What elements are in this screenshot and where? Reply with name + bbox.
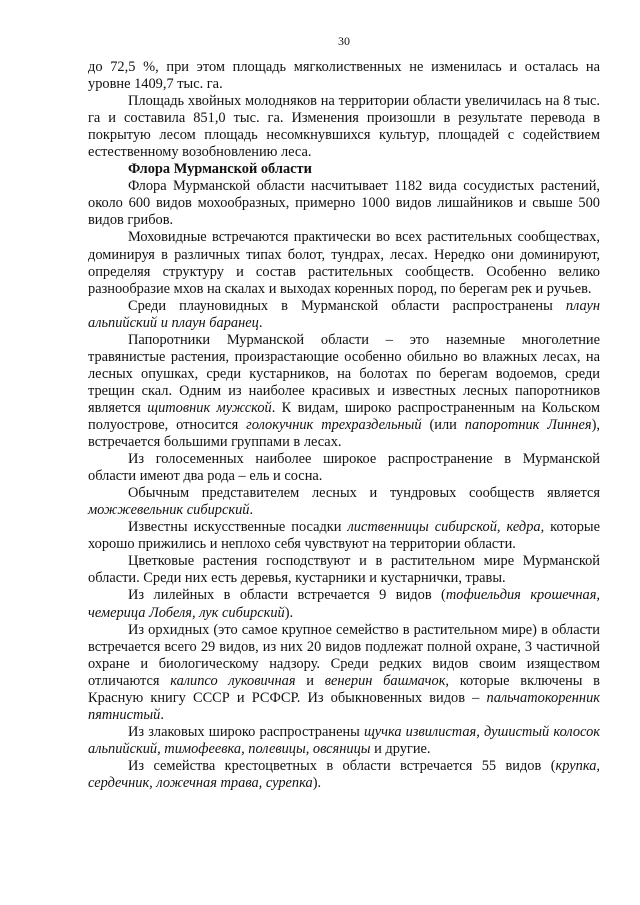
paragraph-8-text-1: Обычным представителем лесных и тундровых сообществ является [128,485,600,502]
paragraph-14-italic-1: крупка, сердечник, ложечная трава, сурепка [88,757,600,791]
paragraph-12-text-3: которые включены в Красную книгу СССР и РСФСР. Из обыкновенных видов – [88,672,600,706]
paragraph-12-text-4: . [160,706,164,723]
paragraph-5 [88,298,600,332]
paragraph-4: Моховидные встречаются практически во всех растительных сообществах, доминируя в различных типах болот, тундрах, лесах. Нередко они доминируют, определяя структуру и состав растительных сообществ. Особенно велико разнообразие мхов на скалах и выходах коренных пород, по берегам рек и ручьев. [88,229,600,297]
paragraph-11-italic-1: тофиельдия крошечная, чемерица Лобеля, лук сибирский [88,587,600,621]
paragraph-14 [88,758,600,792]
paragraph-8-italic-1: можжевельник сибирский [88,502,250,519]
paragraph-8-text-2: . [249,502,254,519]
paragraph-6-text-4: ), встречается большими группами в лесах. [88,416,600,451]
paragraph-6-italic-3: папоротник Линнея [464,416,592,433]
paragraph-6-italic-2: голокучник трехраздельный [246,416,422,433]
paragraph-6-text-2: . К видам, широко распространенным на Кольском полуострове, относится [88,399,600,433]
paragraph-13-italic-1: щучка извилистая, душистый колосок альпийский, тимофеевка, полевицы, овсяницы [88,723,601,757]
paragraph-12-italic-3: пальчатокоренник пятнистый [88,689,600,723]
paragraph-5-text-1: Среди плауновидных в Мурманской области распространены [128,297,566,314]
paragraph-11-text-1: Из лилейных в области встречается 9 видов ( [128,587,446,604]
paragraph-14-text-1: Из семейства крестоцветных в области встречается 55 видов ( [128,757,556,774]
section-heading: Флора Мурманской области [128,161,312,178]
paragraph-2: Площадь хвойных молодняков на территории области увеличилась на 8 тыс. га и составила 851,0 тыс. га. Изменения произошли в результате перевода в покрытую лесом площадь несомкнувшихся культур, площадей с содействием естественному возобновлению леса. [88,93,600,161]
paragraph-9-text-1: Известны искусственные посадки [128,519,348,536]
paragraph-11-text-2: ). [284,604,294,621]
paragraph-13 [88,724,600,758]
page-number: 30 [338,34,350,48]
paragraph-11 [88,587,600,621]
paragraph-12-text-1: Из орхидных (это самое крупное семейство в растительном мире) в области встречается всего 29 видов, из них 20 видов подлежат полной охране, 3 частичной охране и биологическому надзору. Среди редких видов своим изяществом отличаются [88,621,600,689]
paragraph-6-text-1: Папоротники Мурманской области – это наземные многолетние травянистые растения, произрастающие особенно обильно во влажных лесах, на лесных опушках, среди кустарников, на болотах по берегам водоемов, среди трещин скал. Одним из наиболее красивых и известных лесных папоротников является [88,331,600,416]
paragraph-13-text-2: и другие. [370,740,431,757]
paragraph-6-italic-1: щитовник мужской [147,399,272,416]
paragraph-9-text-2: , которые хорошо прижились и неплохо себя чувствуют на территории области. [88,519,600,553]
paragraph-5-italic-1: плаун альпийский и плаун баранец [88,297,600,331]
paragraph-12-italic-2: венерин башмачок, [324,672,450,689]
paragraph-6 [88,332,600,451]
paragraph-1: до 72,5 %, при этом площадь мягколиственных не изменилась и осталась на уровне 1409,7 тыс. га. [88,59,600,93]
paragraph-13-text-1: Из злаковых широко распространены [128,723,365,740]
paragraph-9 [88,519,600,553]
paragraph-12-italic-1: калипсо луковичная [170,672,296,689]
paragraph-9-italic-1: лиственницы сибирской, кедра [347,519,541,536]
paragraph-8 [88,485,600,519]
paragraph-6-text-3: (или [421,416,465,433]
paragraph-10: Цветковые растения господствуют и в растительном мире Мурманской области. Среди них есть деревья, кустарники и кустарнички, травы. [88,553,600,587]
paragraph-12 [88,622,600,724]
paragraph-7: Из голосеменных наиболее широкое распространение в Мурманской области имеют два рода – ель и сосна. [88,451,600,485]
paragraph-14-text-2: ). [312,774,322,791]
paragraph-12-text-2: и [295,672,325,689]
paragraph-5-text-2: . [258,314,263,331]
paragraph-3: Флора Мурманской области насчитывает 1182 вида сосудистых растений, около 600 видов мохообразных, примерно 1000 видов лишайников и свыше 500 видов грибов. [88,178,600,229]
document-body [88,59,600,792]
